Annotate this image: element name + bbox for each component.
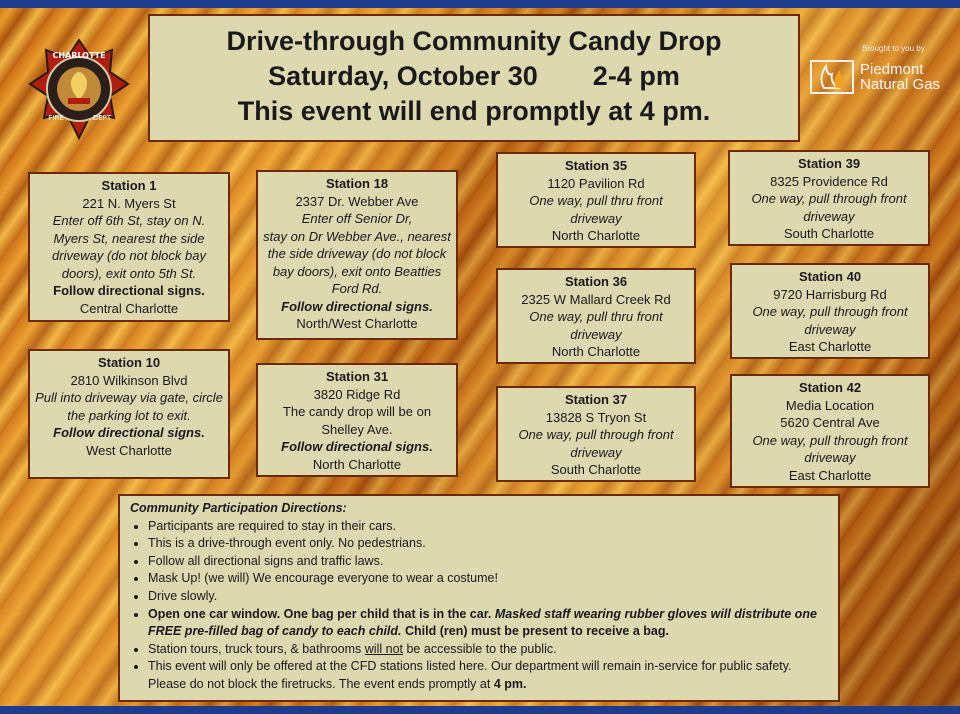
station-directions: One way, pull through front driveway	[518, 427, 674, 460]
station-title: Station 36	[564, 274, 628, 289]
station-area: North Charlotte	[312, 456, 402, 472]
station-signs: Follow directional signs.	[53, 425, 205, 440]
station-title: Station 18	[325, 176, 389, 191]
list-item: • This is a drive-through event only. No pedestrians.	[148, 535, 828, 553]
station-directions: One way, pull through front driveway	[751, 191, 907, 224]
community-directions-list	[130, 518, 828, 694]
station-card-39	[728, 150, 930, 246]
station-signs: Follow directional signs.	[281, 439, 433, 454]
station-directions: One way, pull thru front driveway	[529, 193, 663, 226]
event-date: Saturday, October 30	[268, 61, 538, 91]
station-area: East Charlotte	[788, 467, 872, 483]
station-area: South Charlotte	[783, 226, 875, 241]
station-title: Station 40	[798, 269, 862, 284]
station-card-35	[496, 152, 696, 248]
station-address: 3820 Ridge Rd	[313, 386, 401, 402]
station-area: North/West Charlotte	[296, 316, 418, 331]
station-area: North Charlotte	[551, 228, 641, 243]
station-title: Station 31	[325, 369, 389, 384]
station-directions: One way, pull thru front driveway	[529, 309, 663, 342]
bottom-border	[0, 706, 960, 714]
station-address: 5620 Central Ave	[780, 415, 880, 430]
station-directions: One way, pull through front driveway	[752, 304, 908, 337]
station-title: Station 10	[97, 355, 161, 370]
flame-icon	[810, 60, 854, 94]
fire-department-badge-icon	[30, 40, 128, 138]
station-card-36	[496, 268, 696, 364]
list-item: • Follow all directional signs and traffic laws.	[148, 553, 828, 571]
sponsor-tagline: Brought to you by	[862, 44, 925, 53]
event-time: 2-4 pm	[592, 61, 680, 91]
station-address: 221 N. Myers St	[82, 195, 176, 211]
sponsor-name-line2: Natural Gas	[860, 76, 941, 93]
station-card-31	[256, 363, 458, 477]
sponsor-block	[808, 40, 958, 100]
logo-top-text: CHARLOTTE	[52, 51, 106, 60]
logo-right-text: DEPT	[92, 114, 112, 122]
station-address: 8325 Providence Rd	[770, 173, 888, 189]
community-directions-box	[118, 494, 840, 702]
logo-left-text: FIRE	[48, 114, 64, 122]
sponsor-name-line1: Piedmont	[860, 61, 924, 78]
station-address: 2325 W Mallard Creek Rd	[521, 291, 671, 307]
station-directions-a: Enter off Senior Dr,	[301, 211, 413, 226]
station-address: 9720 Harrisburg Rd	[773, 286, 887, 302]
event-title: Drive-through Community Candy Drop	[226, 26, 722, 56]
station-address: 2337 Dr. Webber Ave	[295, 193, 419, 209]
station-card-1	[28, 172, 230, 322]
station-signs: Follow directional signs.	[281, 298, 433, 314]
station-area: South Charlotte	[550, 462, 642, 477]
list-item: • Open one car window. One bag per child that is in the car. Masked staff wearing rubber gloves will distribute one FREE pre-filled bag of candy to each child. Child (ren) must be present to receive a bag.	[148, 606, 828, 641]
station-card-40	[730, 263, 930, 359]
station-title: Station 1	[101, 178, 157, 193]
station-card-42	[730, 374, 930, 488]
station-directions: Pull into driveway via gate, circle the parking lot to exit.	[35, 390, 223, 423]
list-item: • Participants are required to stay in their cars.	[148, 518, 828, 536]
station-area: East Charlotte	[788, 339, 872, 354]
station-card-10	[28, 349, 230, 479]
station-card-37	[496, 386, 696, 482]
event-title-box	[148, 14, 800, 142]
list-item: • This event will only be offered at the CFD stations listed here. Our department will remain in-service for public safety. Please do not block the firetrucks. The event ends promptly at 4 pm.	[148, 658, 828, 693]
station-address: 1120 Pavilion Rd	[547, 175, 645, 191]
station-signs: Follow directional signs.	[53, 283, 205, 298]
station-area: Central Charlotte	[79, 300, 179, 316]
station-address: 2810 Wilkinson Blvd	[70, 372, 188, 388]
station-card-18	[256, 170, 458, 340]
station-title: Station 37	[564, 392, 628, 407]
event-end-note: This event will end promptly at 4 pm.	[237, 96, 711, 126]
list-item: • Station tours, truck tours, & bathrooms will not be accessible to the public.	[148, 641, 828, 659]
station-title: Station 39	[797, 156, 861, 171]
station-note: The candy drop will be on Shelley Ave.	[282, 404, 432, 437]
station-area: West Charlotte	[86, 442, 172, 458]
station-directions-b: stay on Dr Webber Ave., nearest the side driveway (do not block bay doors), exit onto Beatties Ford Rd.	[263, 228, 451, 296]
station-area: North Charlotte	[551, 344, 641, 359]
station-location: Media Location	[785, 397, 875, 413]
station-directions: One way, pull through front driveway	[752, 432, 908, 465]
list-item: • Drive slowly.	[148, 588, 828, 606]
community-heading: Community Participation Directions:	[130, 501, 347, 515]
event-date-time	[150, 61, 798, 92]
top-border	[0, 0, 960, 8]
station-title: Station 35	[564, 158, 628, 173]
fire-department-logo	[28, 38, 130, 140]
station-title: Station 42	[798, 380, 862, 395]
station-address: 13828 S Tryon St	[545, 409, 647, 425]
sponsor-name	[860, 62, 940, 92]
list-item: • Mask Up! (we will) We encourage everyone to wear a costume!	[148, 570, 828, 588]
station-directions: Enter off 6th St, stay on N. Myers St, nearest the side driveway (do not block bay doors), exit onto 5th St.	[52, 213, 206, 281]
